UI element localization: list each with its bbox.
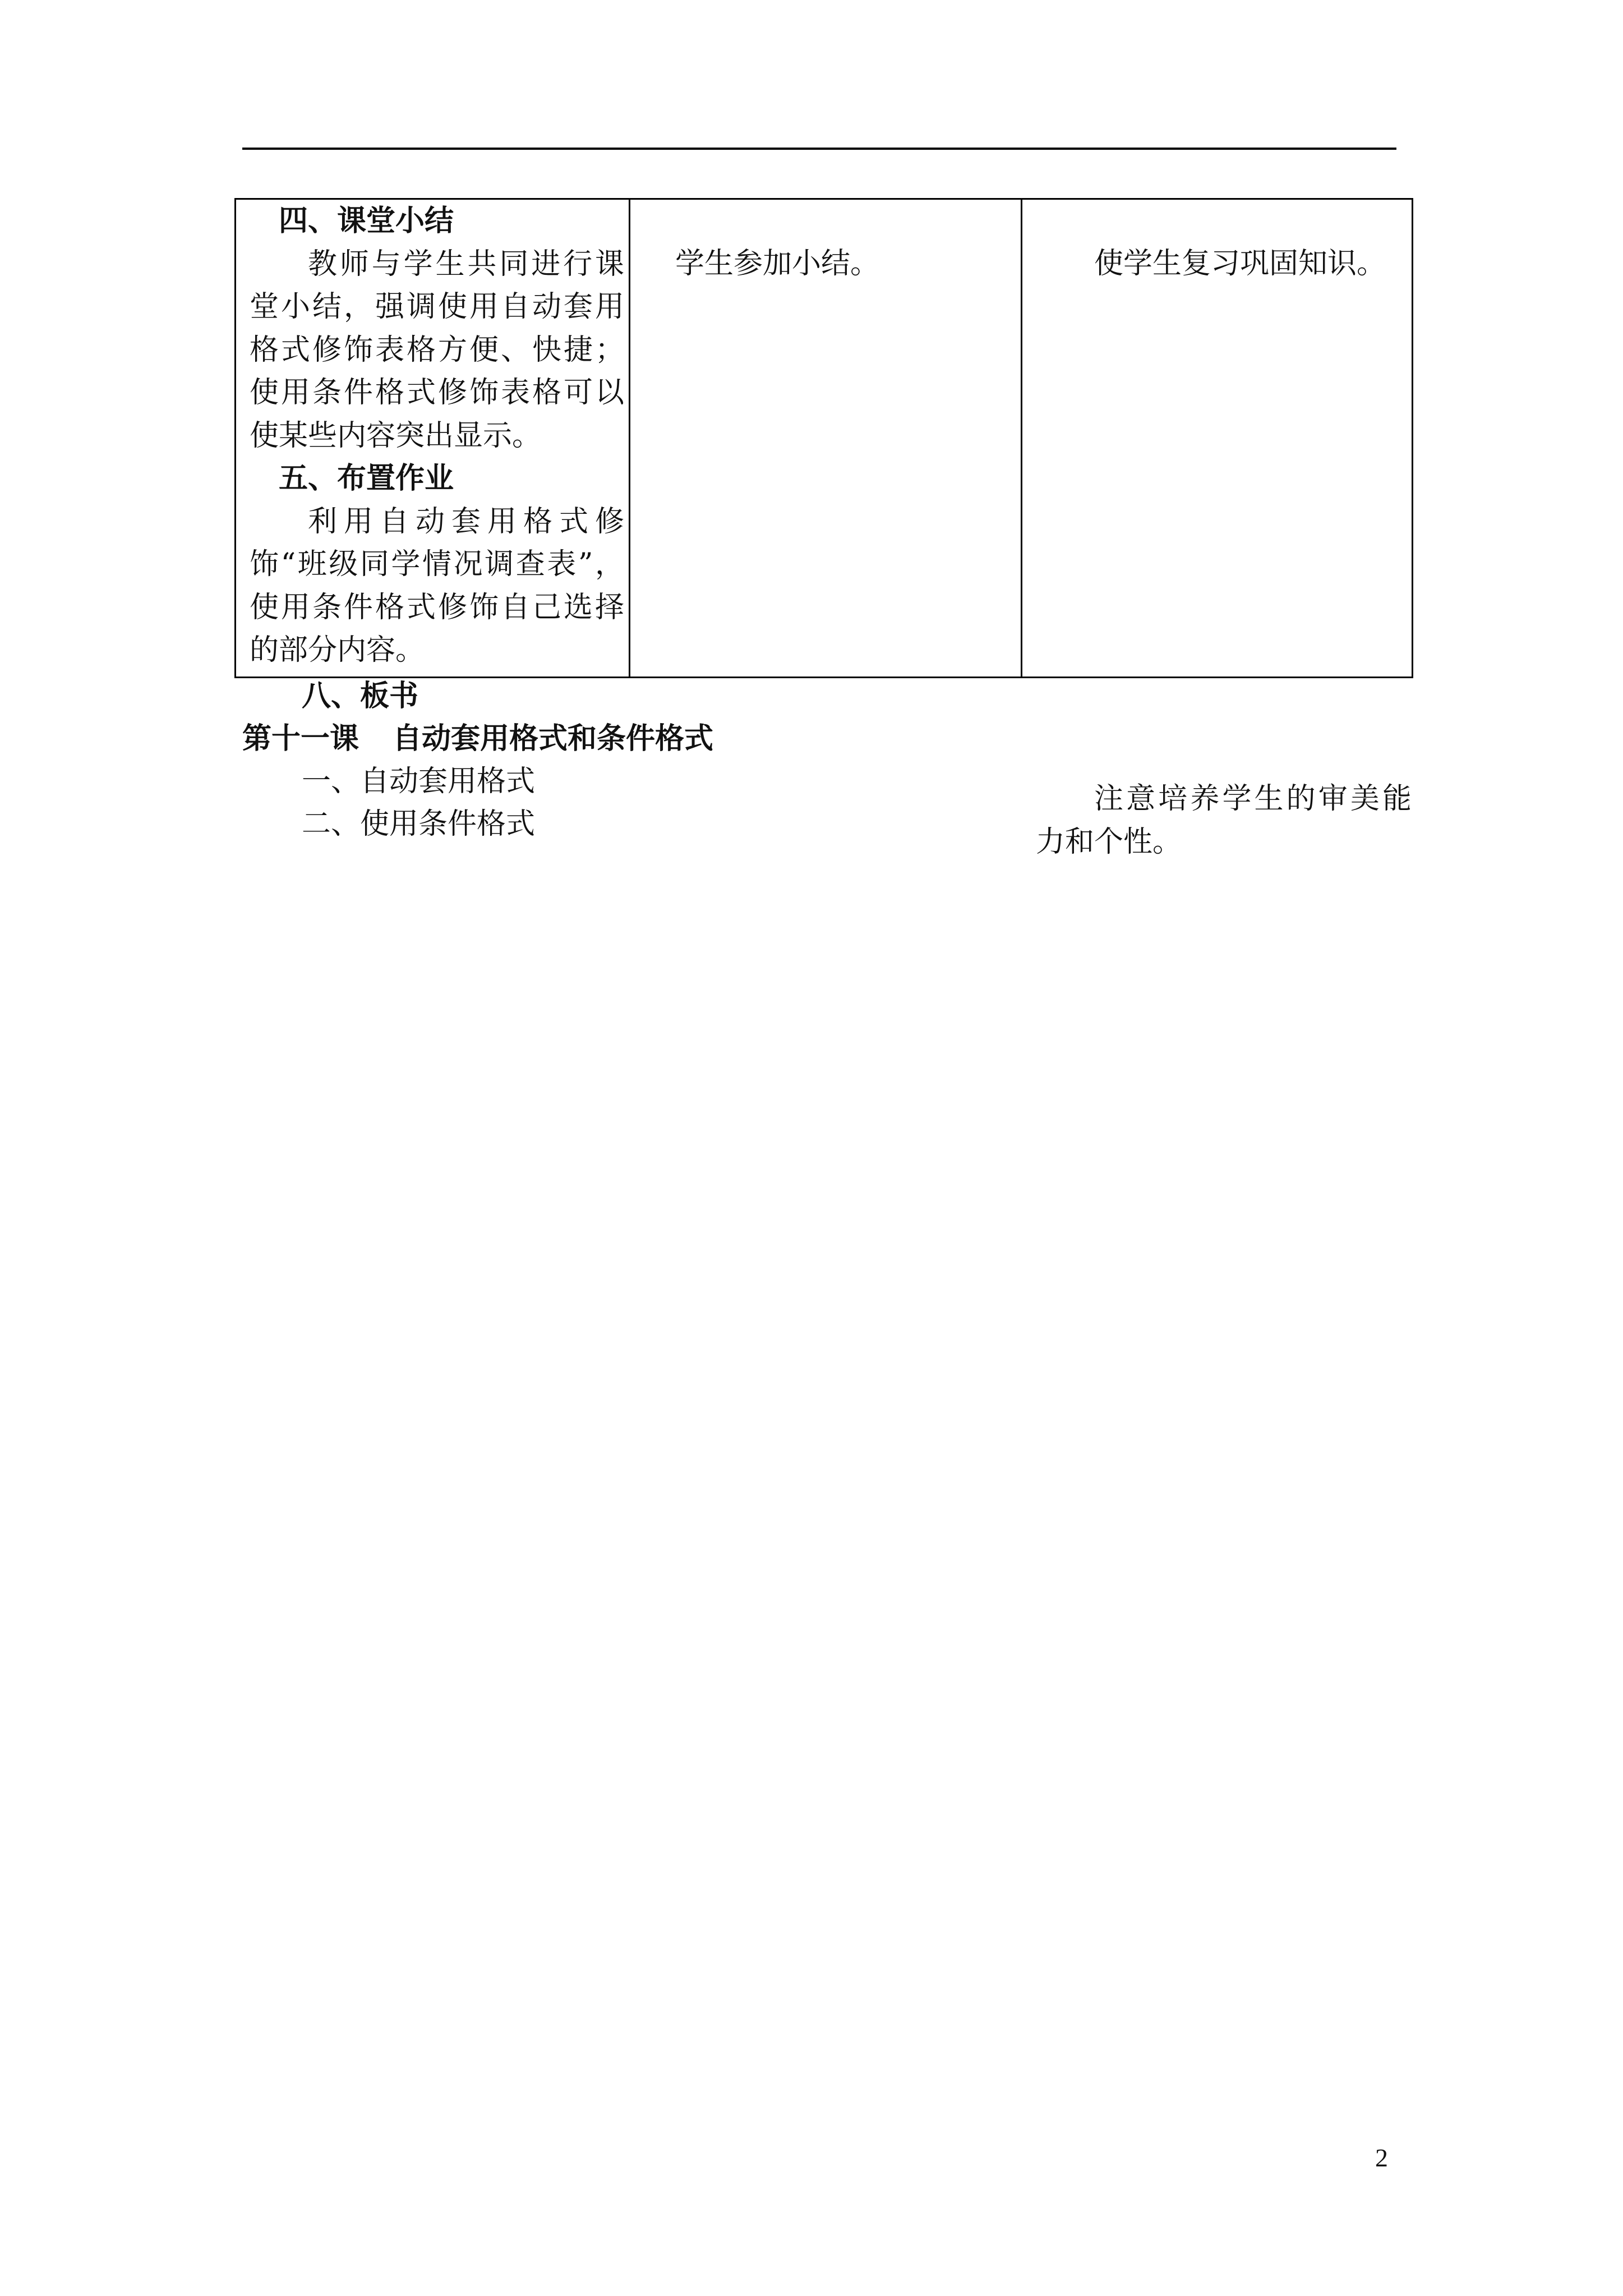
section-5-title: 五、布置作业 xyxy=(279,461,454,495)
design-intent-cell xyxy=(1022,199,1413,859)
student-activity-cell xyxy=(630,199,1022,678)
section-4-title: 四、课堂小结 xyxy=(279,204,454,238)
design-intent-text-2: 注意培养学生的审美能力和个性。 xyxy=(1036,782,1412,859)
page-number: 2 xyxy=(1375,2143,1388,2172)
teacher-activity-cell xyxy=(236,199,630,678)
lesson-number: 第十一课 xyxy=(242,721,359,756)
section-4-text: 教师与学生共同进行课堂小结，强调使用自动套用格式修饰表格方便、快捷；使用条件格式修饰表格可以使某些内容突出显示。 xyxy=(250,247,624,453)
lesson-title xyxy=(242,717,713,760)
student-activity-content xyxy=(630,200,1021,286)
board-heading: 八、板书 xyxy=(302,679,419,713)
section-5-text: 利用自动套用格式修饰“班级同学情况调查表”，使用条件格式修饰自己选择的部分内容。 xyxy=(250,504,624,667)
teacher-activity-content xyxy=(236,200,629,672)
outline-item-2: 二、使用条件格式 xyxy=(302,807,536,841)
design-intent-content xyxy=(1022,200,1412,859)
design-intent-text-1: 使学生复习巩固知识。 xyxy=(1094,247,1386,280)
outline-item-1: 一、自动套用格式 xyxy=(302,765,536,798)
header-rule xyxy=(242,148,1396,150)
blackboard-section xyxy=(242,675,713,845)
table-row xyxy=(236,199,1413,678)
lesson-name: 自动套用格式和条件格式 xyxy=(393,721,714,756)
student-activity-text: 学生参加小结。 xyxy=(675,247,880,280)
